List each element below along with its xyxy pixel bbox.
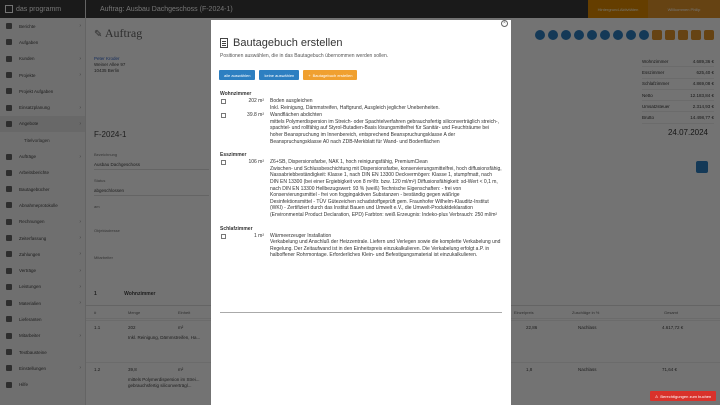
position-checkbox[interactable] [221, 113, 226, 118]
warning-icon: ⚠ [654, 393, 659, 399]
position-text: Wandflächen abdichten mittels Polymerdispersion im Streich- oder Spachtelverfahren gebrauchsfertig siliconverträglich streich-, spachtel- und rollfähig auf Styrol-Butadien-Basis lösungsmittelfrei für Sanitär- und Feuchträume bei hoher Beanspruchung im Innenbereich, entsprechend Beanspruchungsklasse A der Beanspruchungsklasse A0 nach ZDB-Merkblatt für Wand- und Bodenflächen [270, 112, 499, 145]
position-checkbox[interactable] [221, 99, 226, 104]
position-checkbox[interactable] [221, 160, 226, 165]
group-spacer [220, 220, 502, 224]
modal-subtitle: Positionen auswählen, die in das Bautagebuch übernommen werden sollen. [220, 53, 389, 59]
positions-list[interactable] [220, 89, 502, 313]
bautagebuch-modal [211, 20, 511, 405]
permissions-toast[interactable] [650, 391, 716, 401]
position-item[interactable] [220, 233, 502, 259]
document-icon [220, 38, 228, 48]
position-item[interactable] [220, 112, 502, 145]
group-spacer [220, 260, 502, 264]
position-group-title: Schlafzimmer [220, 225, 253, 232]
create-bautagebuch-label: Bautagebuch erstellen [312, 72, 353, 78]
position-item[interactable] [220, 159, 502, 218]
modal-title-text: Bautagebuch erstellen [233, 37, 343, 49]
plus-icon: + [308, 72, 311, 78]
group-spacer [220, 146, 502, 150]
toast-label: Berechtigungen zum buchen [660, 393, 712, 399]
modal-button-row [219, 70, 357, 80]
modal-title [220, 37, 342, 49]
position-item[interactable] [220, 98, 502, 111]
position-quantity: 106 m² [248, 159, 264, 166]
position-quantity: 39.8 m² [247, 112, 264, 119]
position-text: Boden ausgleichen Inkl. Reinigung, Dämmstreifen, Haftgrund, Ausgleich jeglicher Unebenheiten. [270, 98, 440, 111]
close-icon[interactable]: × [501, 20, 508, 27]
create-bautagebuch-button[interactable] [303, 70, 357, 80]
position-checkbox[interactable] [221, 234, 226, 239]
position-quantity: 202 m² [248, 98, 264, 104]
position-quantity: 1 m² [254, 232, 264, 239]
select-none-button[interactable]: keine auswählen [259, 70, 299, 80]
select-all-button[interactable]: alle auswählen [219, 70, 255, 80]
position-text: Wärmeerzeuger Installation Verkabelung und Anschluß der Heizzentrale. Liefern und Verlegen sowie die komplette Verkabelung und Regelung. Der Zeitaufwand ist in den Einheitspreis einzukalkulieren. Die Verkabelung erfolgt a.P. in halboffener Rohrmontage. Erforderliches Klein- und Befestigungsmaterial ist einzukalkulieren. [270, 232, 501, 259]
position-group-title: Wohnzimmer [220, 91, 252, 97]
position-group-title: Esszimmer [220, 152, 247, 159]
position-text: Z6+SB, Dispersionsfarbe, NAK 1, hoch reinigungsfähig, PremiumClean Zwischen- und Schlussbeschichtung mit Dispersionsfarbe, konservierungsmittelfrei, hoch diffusionsfähig, Nassabriebbeständigkeit: Klasse 1, nach DIN EN 13300 Deckvermögen: Klasse 1, stumpfmatt, nach DIN EN 13300 (bei einer Ergiebigkeit von 8 m²/ltr. bzw. 120 ml/m²) Diffusionsfähigkeit: sd-Wert < 0,1 m, nach DIN EN 13300 Hellbezugswert: 93 % (weiß) Technische Eigenschaften: - frei von Konservierungsmittel - frei von foggingaktiven Substanzen - beständig gegen wäßrige Desinfektionsmittel - TÜV Gütezeichen schadstoffgeprüft gem. Fraunhofer Wilhelm-Klauditz-Institut (WKI) - Zertifiziert durch das Institut Bauen und Umwelt e.V., die Umwelt-Produktdeklaration (Environmental Product Declaration, EPD) Farbton: weiß Erzeugnis: Indeko-plus Verbrauch: 250 ml/m² [270, 159, 502, 218]
